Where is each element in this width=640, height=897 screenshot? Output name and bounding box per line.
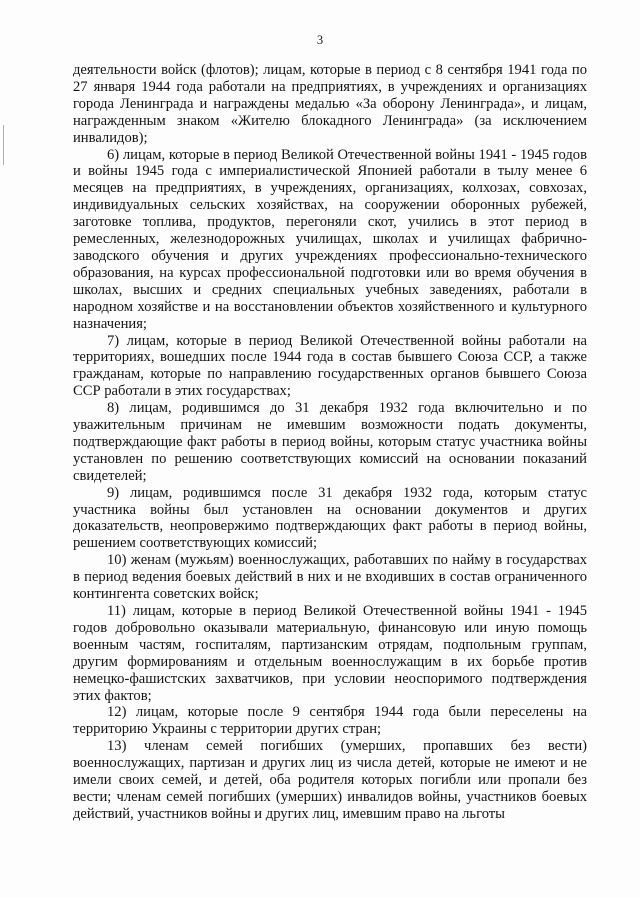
document-body xyxy=(73,62,587,823)
paragraph-item-9: 9) лицам, родившимся после 31 декабря 1932 года, которым статус участника войны был установлен на основании документов и других доказательств, неопровержимо подтверждающих факт работы в период войны, решением соответствующих комиссий; xyxy=(73,484,587,552)
paragraph-5-continuation: деятельности войск (флотов); лицам, которые в период с 8 сентября 1941 года по 27 января 1944 года работали на предприятиях, в учреждениях и организациях города Ленинграда и награждены медалью «За оборону Ленинграда», и лицам, награжденным знаком «Жителю блокадного Ленинграда» (за исключением инвалидов); xyxy=(73,62,587,146)
paragraph-item-6: 6) лицам, которые в период Великой Отечественной войны 1941 - 1945 годов и войны 1945 года с империалистической Японией работали в тылу менее 6 месяцев на предприятиях, в учреждениях, организациях, колхозах, совхозах, индивидуальных сельских хозяйствах, на сооружении оборонных рубежей, заготовке топлива, продуктов, перегоняли скот, учились в этот период в ремесленных, железнодорожных училищах, школах и училищах фабрично-заводского обучения и других учреждениях профессионально-технического образования, на курсах профессиональной подготовки или во время обучения в школах, высших и средних специальных учебных заведениях, работали в народном хозяйстве и на восстановлении объектов хозяйственного и культурного назначения; xyxy=(73,146,587,332)
scan-margin-line xyxy=(3,125,4,165)
paragraph-item-8: 8) лицам, родившимся до 31 декабря 1932 года включительно и по уважительным причинам не имевшим возможности подать документы, подтверждающие факт работы в период войны, которым статус участника войны установлен по решению соответствующих комиссий на основании показаний свидетелей; xyxy=(73,400,587,484)
paragraph-item-7: 7) лицам, которые в период Великой Отечественной войны работали на территориях, вошедших после 1944 года в состав бывшего Союза ССР, а также гражданам, которые по направлению государственных органов бывшего Союза ССР работали в этих государствах; xyxy=(73,332,587,400)
page-number: 3 xyxy=(316,33,324,47)
paragraph-item-10: 10) женам (мужьям) военнослужащих, работавших по найму в государствах в период ведения боевых действий в них и не входивших в состав ограниченного контингента советских войск; xyxy=(73,552,587,603)
paragraph-item-11: 11) лицам, которые в период Великой Отечественной войны 1941 - 1945 годов добровольно оказывали материальную, финансовую или иную помощь военным частям, госпиталям, партизанским отрядам, подпольным группам, другим формированиям и отдельным военнослужащим в их борьбе против немецко-фашистских захватчиков, при условии неоспоримого подтверждения этих фактов; xyxy=(73,603,587,704)
paragraph-item-13: 13) членам семей погибших (умерших, пропавших без вести) военнослужащих, партизан и других лиц из числа детей, которые не имеют и не имели своих семей, и детей, оба родителя которых погибли или пропали без вести; членам семей погибших (умерших) инвалидов войны, участников боевых действий, участников войны и других лиц, имевшим право на льготы xyxy=(73,738,587,822)
paragraph-item-12: 12) лицам, которые после 9 сентября 1944 года были переселены на территорию Украины с территории других стран; xyxy=(73,704,587,738)
